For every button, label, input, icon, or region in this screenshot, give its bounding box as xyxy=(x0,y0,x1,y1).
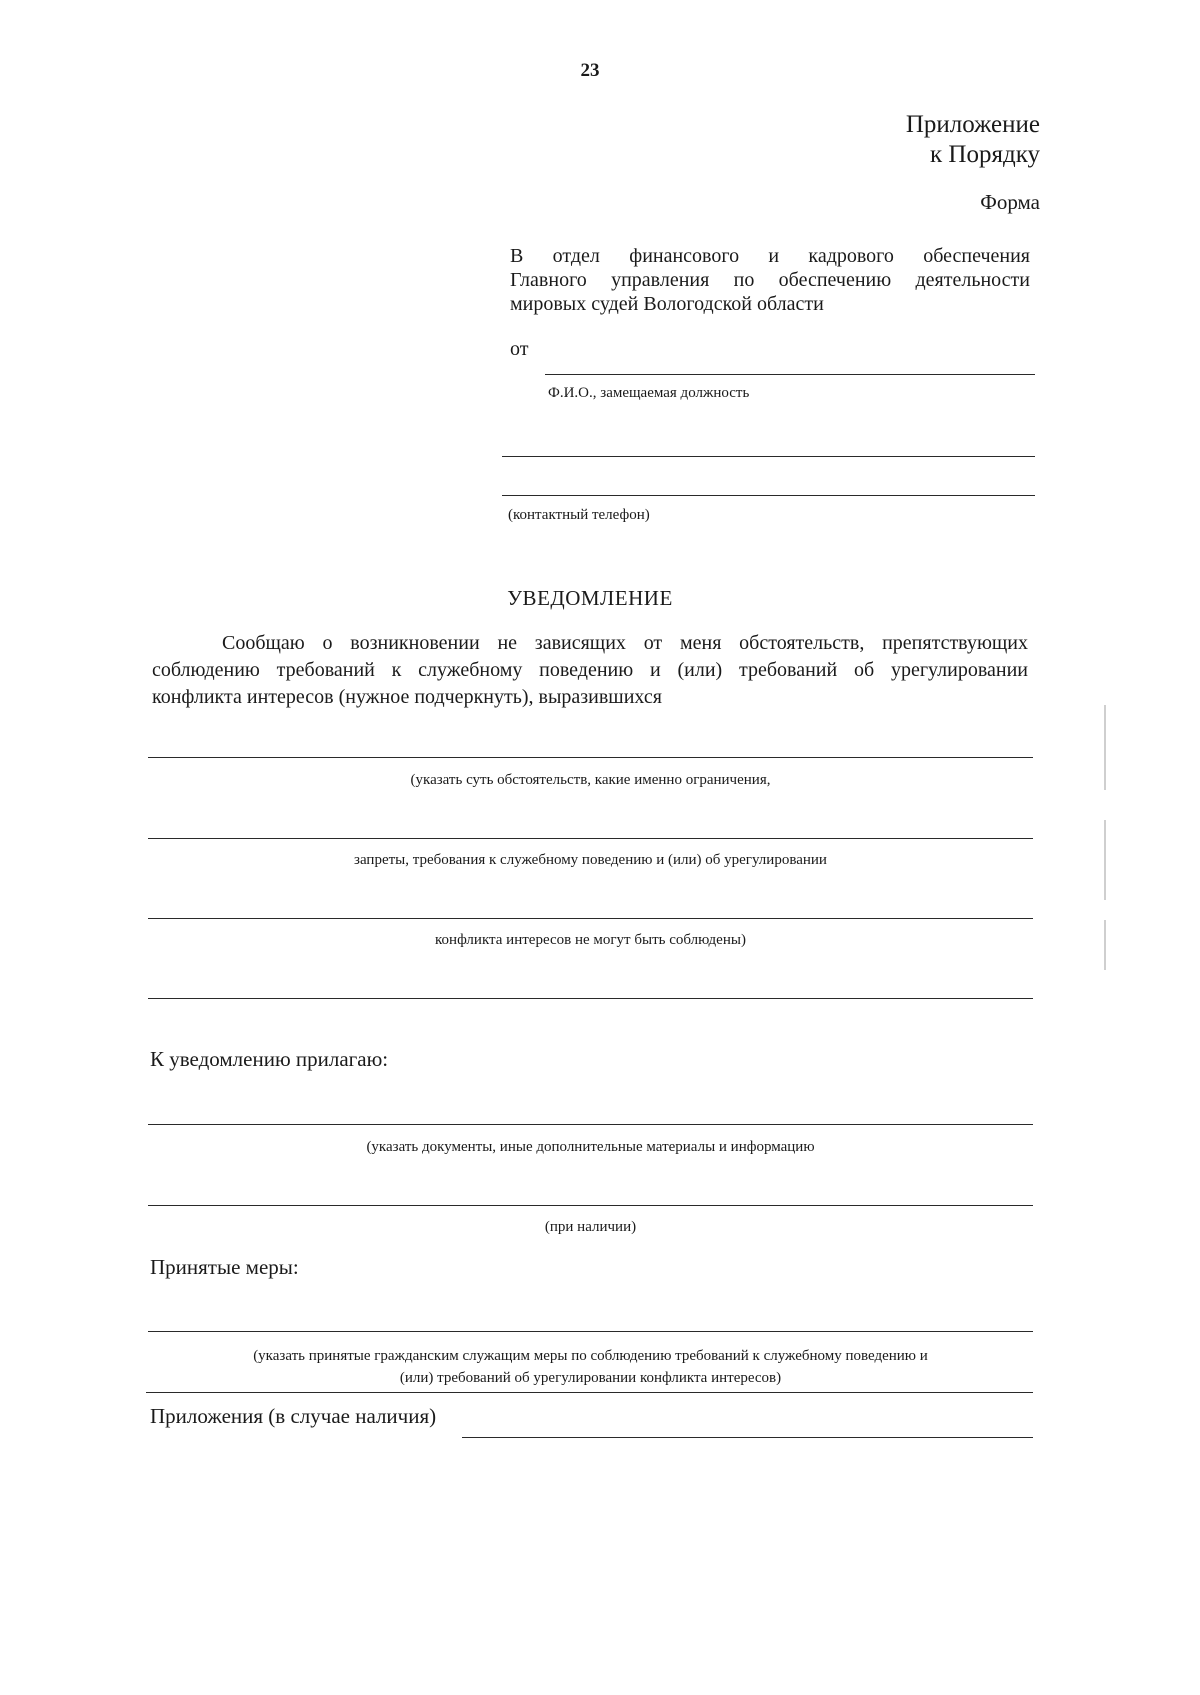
circumstances-caption: конфликта интересов не могут быть соблюдены) xyxy=(435,932,746,948)
notice-heading: УВЕДОМЛЕНИЕ xyxy=(507,586,673,610)
fio-caption: Ф.И.О., замещаемая должность xyxy=(548,385,750,401)
recipient-line: мировых судей Вологодской области xyxy=(510,293,824,315)
fio-input-line[interactable] xyxy=(545,374,1035,375)
recipient-line: В отдел финансового и кадрового обеспечения xyxy=(510,245,1030,267)
measures-caption-line: (указать принятые гражданским служащим меры по соблюдению требований к служебному поведению и xyxy=(253,1348,928,1364)
notice-body xyxy=(152,630,1028,711)
circumstances-input-line[interactable] xyxy=(148,998,1033,999)
recipient-line: Главного управления по обеспечению деятельности xyxy=(510,269,1030,291)
notice-body-line: конфликта интересов (нужное подчеркнуть), выразившихся xyxy=(152,686,662,708)
measures-input-line[interactable] xyxy=(148,1331,1033,1332)
measures-caption-line: (или) требований об урегулировании конфликта интересов) xyxy=(399,1370,782,1386)
scan-edge-mark xyxy=(1104,920,1106,970)
attachments-caption: (при наличии) xyxy=(544,1219,637,1235)
notice-body-line: Сообщаю о возникновении не зависящих от меня обстоятельств, препятствующих xyxy=(222,632,1028,654)
phone-input-line[interactable] xyxy=(502,495,1035,496)
circumstances-input-line[interactable] xyxy=(148,918,1033,919)
appendices-label: Приложения (в случае наличия) xyxy=(150,1404,437,1428)
circumstances-input-line[interactable] xyxy=(148,838,1033,839)
attachments-input-line[interactable] xyxy=(148,1124,1033,1125)
notice-body-line: соблюдению требований к служебному поведению и (или) требований об урегулировании xyxy=(152,659,1028,681)
recipient-block xyxy=(510,244,1030,316)
phone-caption: (контактный телефон) xyxy=(508,507,650,523)
scan-edge-mark xyxy=(1104,820,1106,900)
scan-edge-mark xyxy=(1104,705,1106,790)
appendices-input-line[interactable] xyxy=(462,1437,1033,1438)
appendix-header xyxy=(760,110,1040,170)
circumstances-input-line[interactable] xyxy=(148,757,1033,758)
attachments-input-line[interactable] xyxy=(148,1205,1033,1206)
form-label: Форма xyxy=(980,190,1040,214)
attachments-caption: (указать документы, иные дополнительные материалы и информацию xyxy=(366,1139,815,1155)
sender-input-line[interactable] xyxy=(502,456,1035,457)
circumstances-caption: (указать суть обстоятельств, какие именно ограничения, xyxy=(410,772,771,788)
measures-bottom-line xyxy=(146,1392,1033,1393)
appendix-subtitle: к Порядку xyxy=(930,141,1040,168)
appendix-title: Приложение xyxy=(905,111,1040,138)
page-number: 23 xyxy=(580,60,600,81)
from-label: от xyxy=(510,338,529,360)
circumstances-caption: запреты, требования к служебному поведению и (или) об урегулировании xyxy=(354,852,827,868)
attachments-label: К уведомлению прилагаю: xyxy=(150,1047,389,1071)
measures-label: Принятые меры: xyxy=(150,1255,299,1279)
measures-caption xyxy=(148,1345,1033,1389)
